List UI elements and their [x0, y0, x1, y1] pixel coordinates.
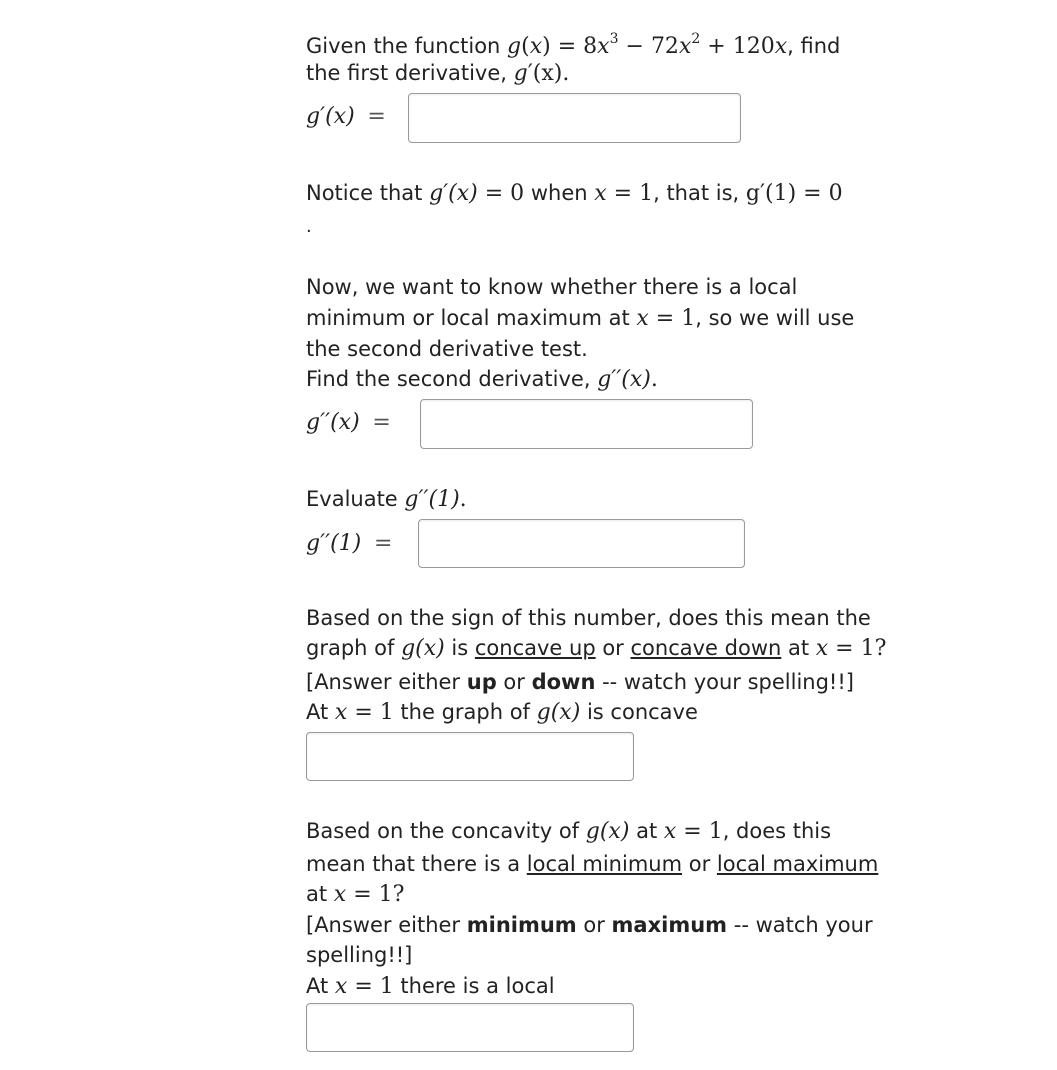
q4-line2 — [306, 633, 886, 664]
q2-line2 — [306, 303, 854, 334]
q1-line2-g: g — [513, 61, 528, 86]
q1-find: , find — [787, 34, 841, 58]
q5-line5-text: spelling!!] — [306, 943, 413, 967]
q5-line6a: At — [306, 974, 335, 998]
q4-line2x: x — [815, 636, 829, 661]
q1-prompt-line2 — [306, 58, 569, 89]
q3-label-lhs: g′′(1) — [306, 531, 362, 556]
q1-plus: + — [700, 34, 733, 59]
q3-label-eq: = — [373, 531, 393, 556]
q1-var1: x — [597, 34, 610, 59]
q1-minus: − — [618, 34, 651, 59]
q1-eq: = — [550, 34, 584, 59]
q1-derivative-input[interactable] — [408, 93, 741, 143]
q2-line1-text: Now, we want to know whether there is a local — [306, 275, 798, 299]
q4-line2c: or — [595, 636, 631, 660]
q5-line4 — [306, 910, 873, 940]
q5-line2b: or — [682, 852, 717, 876]
notice-when: when — [524, 181, 595, 205]
q1-x: x — [529, 34, 543, 59]
q4-line4a: At — [306, 700, 335, 724]
q4-line4expr: g(x) — [536, 700, 581, 725]
q1-coef3: 120 — [732, 34, 775, 59]
q5-line4c: or — [576, 913, 612, 937]
q4-line4eq: = 1 — [347, 700, 394, 725]
q5-maximum-bold: maximum — [611, 913, 728, 937]
q1-label-eq: = — [367, 104, 386, 129]
q4-line1 — [306, 603, 871, 633]
q3-answer-label — [306, 531, 392, 556]
q5-line4a: [Answer either — [306, 913, 467, 937]
q2-line2a: minimum or local maximum at — [306, 306, 637, 330]
q4-line3c: or — [496, 670, 532, 694]
q4-down-bold: down — [531, 670, 596, 694]
q5-line1eq: = 1 — [676, 819, 723, 844]
q4-concavity-input[interactable] — [306, 732, 634, 781]
q2-line2eq: = 1 — [648, 306, 696, 331]
q1-line2-x: (x) — [532, 61, 563, 86]
q1-rparen: ) — [542, 34, 551, 59]
q5-local-maximum-term: local maximum — [716, 852, 879, 876]
notice-text: Notice that — [306, 181, 430, 205]
q5-local-minimum-term: local minimum — [526, 852, 683, 876]
q2-line2b: , so we will use — [695, 306, 855, 330]
q5-line1 — [306, 816, 831, 847]
q2-line3 — [306, 334, 588, 364]
q4-line4x: x — [334, 700, 348, 725]
q1-line2-prime: ′ — [527, 61, 533, 86]
q5-line1x: x — [663, 819, 677, 844]
notice-eq1: = 0 — [477, 181, 525, 206]
q5-line6 — [306, 971, 555, 1002]
q2-label-lhs: g′′(x) — [306, 410, 360, 435]
q5-line3a: at — [306, 882, 334, 906]
q4-line4c: is concave — [580, 700, 698, 724]
q5-minimum-bold: minimum — [466, 913, 577, 937]
q2-line4dot: . — [650, 367, 658, 392]
q4-concave-up-term: concave up — [474, 636, 596, 660]
q3-dot: . — [459, 487, 467, 512]
q1-label-lhs: g′(x) — [306, 104, 355, 129]
q5-line3x: x — [333, 882, 347, 907]
q4-line3d: -- watch your spelling!!] — [595, 670, 854, 694]
q2-line4a: Find the second derivative, — [306, 367, 598, 391]
q3-text: Evaluate — [306, 487, 405, 511]
q4-line2eq: = 1? — [828, 636, 887, 661]
q4-line2b: is — [444, 636, 475, 660]
q4-line4 — [306, 697, 698, 728]
notice-eq2: = 1 — [606, 181, 654, 206]
q5-line1a: Based on the concavity of — [306, 819, 586, 843]
q5-line6eq: = 1 — [347, 974, 394, 999]
q4-line4b: the graph of — [393, 700, 537, 724]
q1-line2-text: the first derivative, — [306, 61, 514, 85]
q1-var2: x — [678, 34, 692, 59]
q2-label-eq: = — [372, 410, 391, 435]
q3-evaluate-input[interactable] — [418, 519, 745, 568]
q5-line1expr: g(x) — [585, 819, 630, 844]
q2-answer-label — [306, 410, 391, 435]
q5-extremum-input[interactable] — [306, 1003, 634, 1052]
q1-lparen: ( — [521, 34, 530, 59]
q5-line2 — [306, 849, 878, 879]
q1-exp3: 3 — [609, 31, 619, 47]
q4-line2expr: g(x) — [401, 636, 445, 661]
q5-line1b: at — [629, 819, 664, 843]
notice-dot — [306, 212, 312, 242]
q1-answer-label — [306, 104, 386, 129]
q5-line3eq: = 1? — [346, 882, 405, 907]
q2-line2x: x — [636, 306, 649, 331]
q1-g: g — [507, 34, 522, 59]
q1-var3: x — [774, 34, 788, 59]
notice-expr2: g′(1) = 0 — [745, 181, 843, 206]
q5-line5 — [306, 940, 412, 970]
notice-dot-text: . — [306, 216, 312, 237]
q5-line6b: there is a local — [393, 974, 555, 998]
q4-up-bold: up — [466, 670, 497, 694]
q2-line3-text: the second derivative test. — [306, 337, 588, 361]
q5-line2a: mean that there is a — [306, 852, 527, 876]
q2-second-derivative-input[interactable] — [420, 399, 753, 449]
q1-exp2: 2 — [691, 31, 701, 47]
q2-line4 — [306, 364, 658, 395]
q4-line2a: graph of — [306, 636, 402, 660]
q1-prompt-line1 — [306, 24, 840, 62]
q5-line1c: , does this — [722, 819, 832, 843]
q4-line3a: [Answer either — [306, 670, 467, 694]
q2-line1 — [306, 272, 797, 302]
notice-expr1: g′(x) — [429, 181, 478, 206]
q5-line4d: -- watch your — [727, 913, 873, 937]
q2-line4expr: g′′(x) — [597, 367, 651, 392]
q1-text: Given the function — [306, 34, 508, 58]
q1-line2-period: . — [562, 61, 570, 86]
q5-line6x: x — [334, 974, 348, 999]
q3-prompt — [306, 484, 467, 515]
q4-line2d: at — [781, 636, 816, 660]
q4-line3 — [306, 667, 854, 697]
notice-thatis: , that is, — [653, 181, 746, 205]
q4-line1-text: Based on the sign of this number, does this mean the — [306, 606, 871, 630]
q5-line3 — [306, 879, 404, 910]
q4-concave-down-term: concave down — [630, 636, 782, 660]
notice-line — [306, 178, 843, 209]
q3-expr: g′′(1) — [404, 487, 460, 512]
q1-coef2: 72 — [650, 34, 679, 59]
q1-coef1: 8 — [583, 34, 598, 59]
notice-x: x — [594, 181, 607, 206]
